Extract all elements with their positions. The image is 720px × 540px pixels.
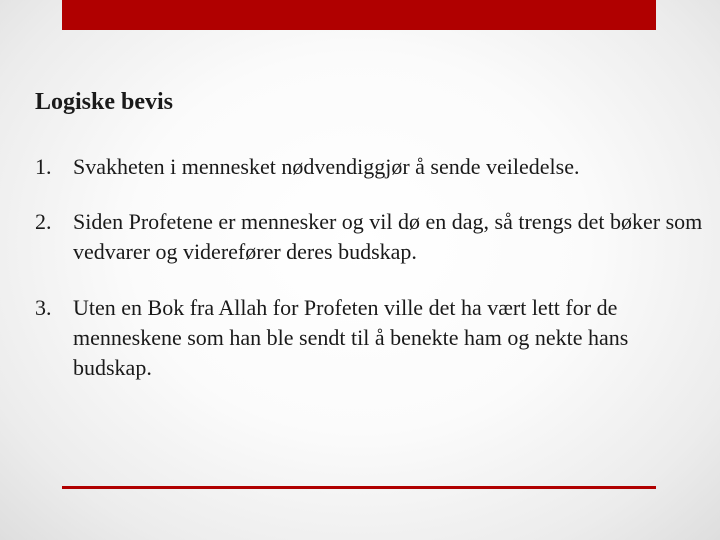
top-accent-bar: [62, 0, 656, 30]
list-item-number: 3.: [35, 295, 52, 320]
slide-content: [35, 84, 705, 383]
list-item-number: 2.: [35, 209, 52, 234]
bottom-accent-rule: [62, 486, 656, 489]
list-item-1: [35, 152, 705, 182]
list-item-3: [35, 293, 705, 383]
list-item-2: [35, 207, 705, 267]
slide-title: Logiske bevis: [35, 89, 174, 115]
list-item-text: Uten en Bok fra Allah for Profeten ville det ha vært lett for de menneskene som han ble sendt til å benekte ham og nekte hans budskap.: [73, 295, 629, 380]
list-item-number: 1.: [35, 154, 52, 179]
list-item-text: Siden Profetene er mennesker og vil dø en dag, så trengs det bøker som vedvarer og viderefører deres budskap.: [73, 209, 703, 264]
list-item-text: Svakheten i mennesket nødvendiggjør å sende veiledelse.: [73, 154, 580, 179]
